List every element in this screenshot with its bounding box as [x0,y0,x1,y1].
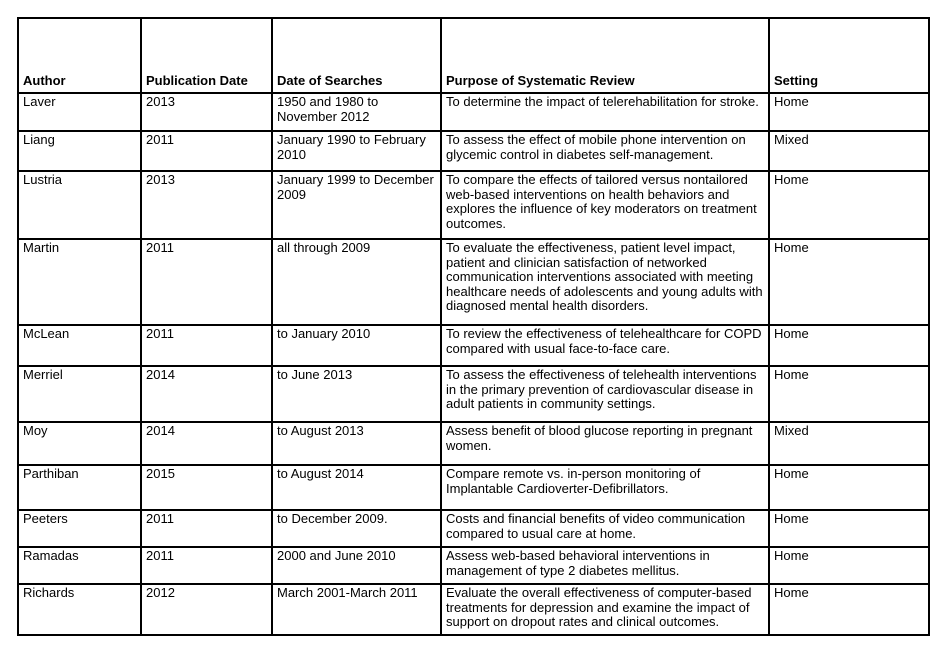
header-row [18,18,929,93]
cell-author: Lustria [18,171,141,239]
table-row [18,93,929,131]
table-row [18,584,929,635]
cell-date-of-searches: to June 2013 [272,366,441,422]
col-header-author: Author [18,18,141,93]
cell-publication-date: 2011 [141,325,272,366]
cell-author: Laver [18,93,141,131]
cell-publication-date: 2011 [141,510,272,547]
table-row [18,325,929,366]
table-row [18,547,929,584]
cell-publication-date: 2012 [141,584,272,635]
cell-purpose: To review the effectiveness of telehealthcare for COPD compared with usual face-to-face care. [441,325,769,366]
cell-setting: Home [769,547,929,584]
table-row [18,366,929,422]
cell-publication-date: 2014 [141,422,272,465]
cell-date-of-searches: 1950 and 1980 to November 2012 [272,93,441,131]
cell-date-of-searches: to December 2009. [272,510,441,547]
cell-setting: Home [769,510,929,547]
cell-setting: Home [769,239,929,325]
cell-setting: Home [769,584,929,635]
cell-setting: Home [769,465,929,510]
cell-purpose: Assess benefit of blood glucose reporting in pregnant women. [441,422,769,465]
cell-author: Moy [18,422,141,465]
table-row [18,422,929,465]
systematic-reviews-table [17,17,930,636]
cell-author: Martin [18,239,141,325]
cell-date-of-searches: 2000 and June 2010 [272,547,441,584]
cell-publication-date: 2013 [141,93,272,131]
cell-setting: Mixed [769,422,929,465]
table-row [18,131,929,171]
table-row [18,510,929,547]
cell-purpose: To determine the impact of telerehabilitation for stroke. [441,93,769,131]
cell-publication-date: 2015 [141,465,272,510]
cell-setting: Home [769,171,929,239]
cell-publication-date: 2011 [141,131,272,171]
cell-purpose: To compare the effects of tailored versus nontailored web-based interventions on health behaviors and explores the influence of key moderators on treatment outcomes. [441,171,769,239]
cell-date-of-searches: March 2001-March 2011 [272,584,441,635]
cell-date-of-searches: January 1999 to December 2009 [272,171,441,239]
cell-purpose: To evaluate the effectiveness, patient level impact, patient and clinician satisfaction of networked communication interventions associated with meeting healthcare needs of adolescents and young adults with diagnosed mental health disorders. [441,239,769,325]
cell-setting: Mixed [769,131,929,171]
table-row [18,171,929,239]
cell-author: McLean [18,325,141,366]
cell-date-of-searches: all through 2009 [272,239,441,325]
table-body [18,93,929,635]
cell-author: Liang [18,131,141,171]
cell-setting: Home [769,366,929,422]
cell-publication-date: 2013 [141,171,272,239]
cell-author: Ramadas [18,547,141,584]
cell-purpose: Assess web-based behavioral interventions in management of type 2 diabetes mellitus. [441,547,769,584]
col-header-purpose: Purpose of Systematic Review [441,18,769,93]
cell-publication-date: 2011 [141,239,272,325]
cell-purpose: To assess the effect of mobile phone intervention on glycemic control in diabetes self-management. [441,131,769,171]
cell-date-of-searches: to August 2014 [272,465,441,510]
table-row [18,239,929,325]
cell-date-of-searches: January 1990 to February 2010 [272,131,441,171]
cell-setting: Home [769,325,929,366]
cell-publication-date: 2011 [141,547,272,584]
cell-purpose: Compare remote vs. in-person monitoring of Implantable Cardioverter-Defibrillators. [441,465,769,510]
cell-purpose: Costs and financial benefits of video communication compared to usual care at home. [441,510,769,547]
cell-purpose: Evaluate the overall effectiveness of computer-based treatments for depression and examine the impact of support on dropout rates and clinical outcomes. [441,584,769,635]
cell-author: Richards [18,584,141,635]
col-header-publication-date: Publication Date [141,18,272,93]
cell-author: Parthiban [18,465,141,510]
cell-author: Merriel [18,366,141,422]
cell-purpose: To assess the effectiveness of telehealth interventions in the primary prevention of cardiovascular disease in adult patients in community settings. [441,366,769,422]
cell-author: Peeters [18,510,141,547]
table-row [18,465,929,510]
cell-date-of-searches: to August 2013 [272,422,441,465]
cell-publication-date: 2014 [141,366,272,422]
cell-date-of-searches: to January 2010 [272,325,441,366]
col-header-date-of-searches: Date of Searches [272,18,441,93]
col-header-setting: Setting [769,18,929,93]
cell-setting: Home [769,93,929,131]
